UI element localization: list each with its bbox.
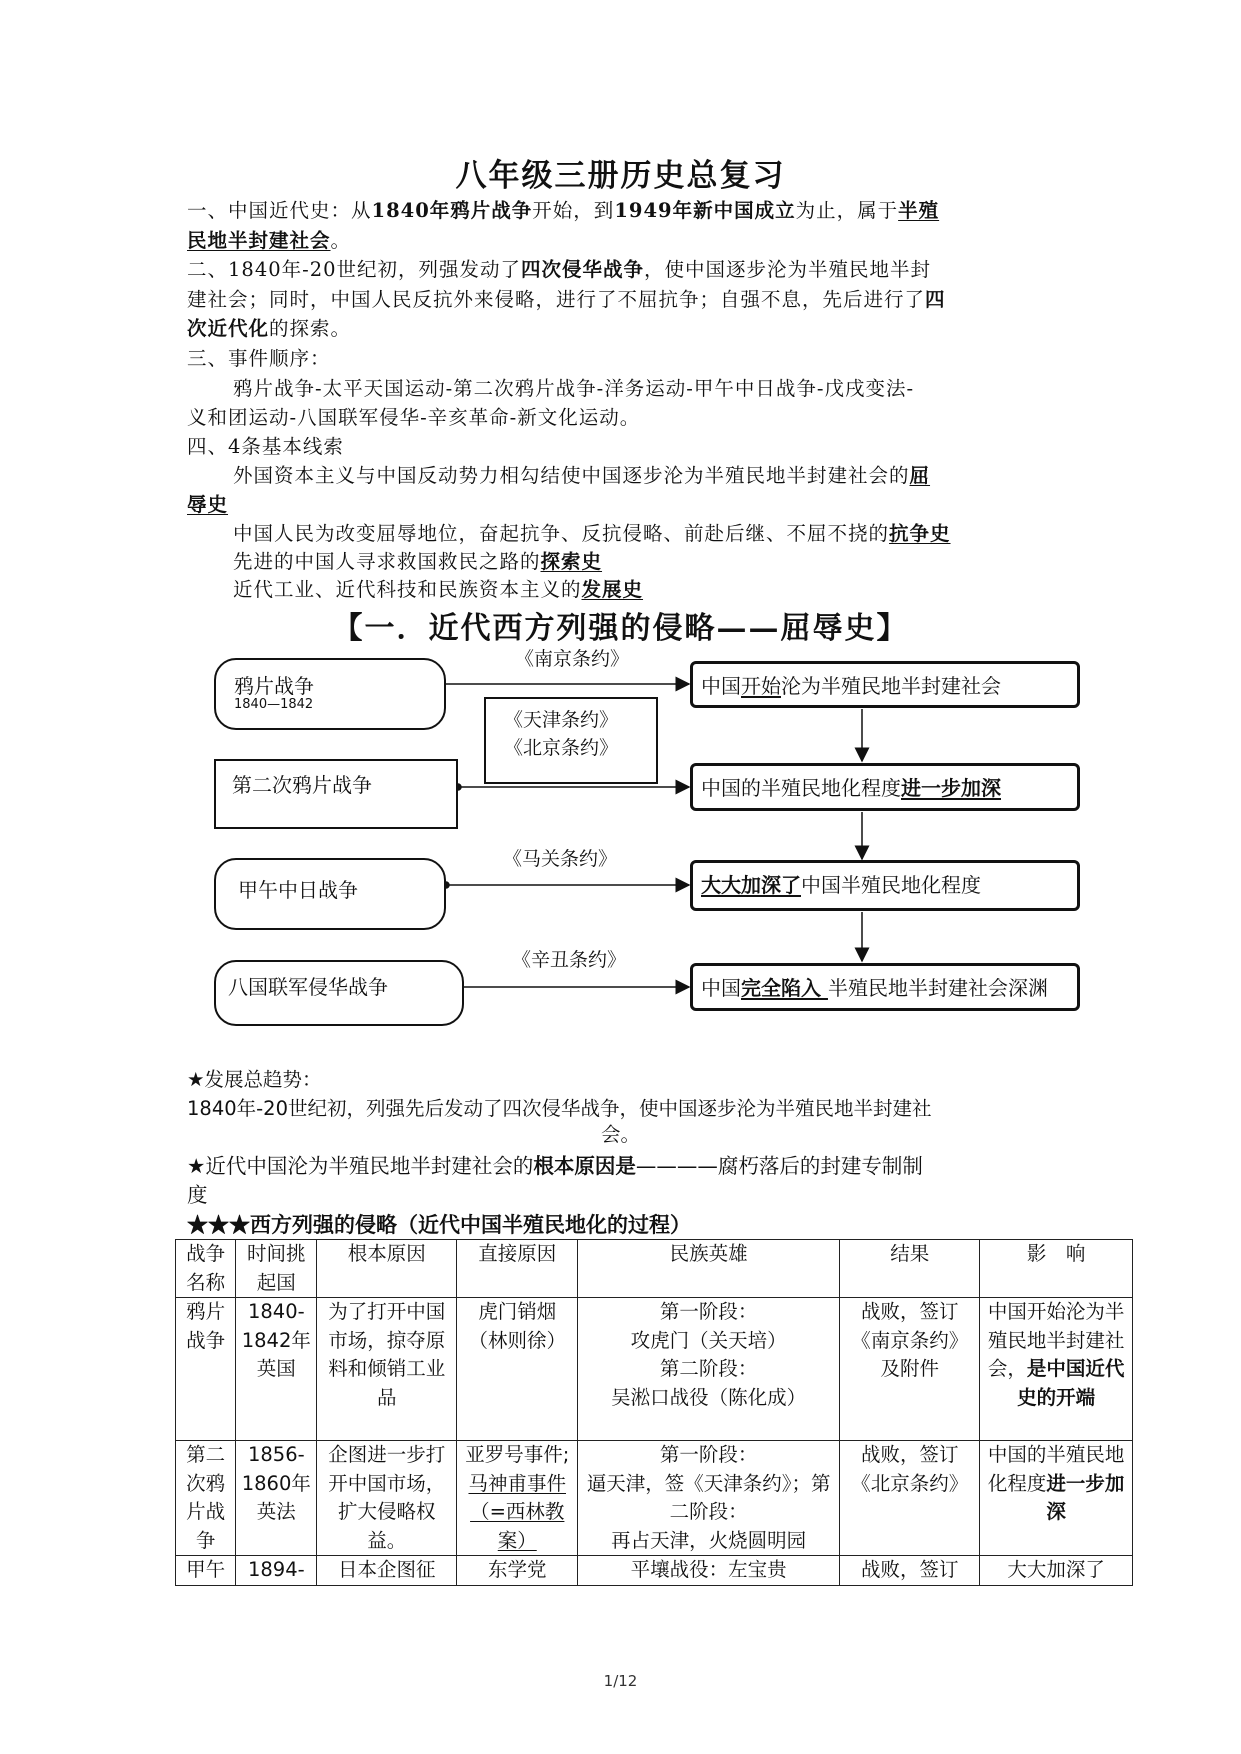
page-title: 八年级三册历史总复习 (455, 158, 786, 194)
header-result: 结果 (840, 1240, 980, 1298)
war-box-opium (214, 658, 446, 730)
text: 。 (330, 229, 352, 252)
cell-time: 1856-1860年英法 (236, 1441, 317, 1556)
cell-name: 第二次鸦片战争 (176, 1441, 236, 1556)
keyword-four: 四 (925, 288, 946, 311)
cell-name: 鸦片战争 (176, 1298, 236, 1441)
cell-heroes: 平壤战役：左宝贵 (578, 1556, 840, 1586)
text: 为止，属于 (795, 199, 899, 222)
text: 先进的中国人寻求救国救民之路的 (233, 550, 541, 573)
header-root-cause: 根本原因 (317, 1240, 457, 1298)
text: 沦为半殖民地半封建社会 (781, 674, 1001, 698)
cell-result: 战败，签订《南京条约》及附件 (840, 1298, 980, 1441)
treaty-tianjin: 《天津条约》 (504, 709, 619, 731)
cell-result: 战败，签订《北京条约》 (840, 1441, 980, 1556)
history-table (175, 1239, 1133, 1586)
intro-p3-line1: 鸦片战争-太平天国运动-第二次鸦片战争-洋务运动-甲午中日战争-戊戌变法- (233, 377, 915, 400)
note-trend-line2: 会。 (600, 1123, 640, 1146)
cell-effect: 大大加深了 (980, 1556, 1133, 1586)
header-war-name: 战争名称 (176, 1240, 236, 1298)
cell-heroes (578, 1441, 840, 1556)
table-header-row (176, 1240, 1133, 1298)
hero-line: 第一阶段： (659, 1443, 758, 1466)
war-box-sino-japanese (214, 858, 446, 930)
section-title: 【一．近代西方列强的侵略——屈辱史】 (332, 611, 909, 646)
keyword-struggle: 抗争史 (889, 522, 951, 545)
war-name: 八国联军侵华战争 (228, 975, 388, 999)
effect-emphasis: 进一步加深 (1046, 1471, 1125, 1523)
cell-result: 战败，签订 (840, 1556, 980, 1586)
hero-line: 第一阶段： (659, 1300, 758, 1323)
cell-heroes (578, 1298, 840, 1441)
cell-direct (457, 1441, 578, 1556)
cell-effect (980, 1441, 1133, 1556)
text: 中国人民为改变屈辱地位，奋起抗争、反抗侵略、前赴后继、不屈不挠的 (233, 522, 890, 545)
hero-line: 再占天津，火烧圆明园 (611, 1528, 807, 1552)
war-name: 第二次鸦片战争 (232, 773, 372, 797)
text: 一、中国近代史：从 (187, 199, 372, 222)
treaty-box-tianjin-beijing (484, 697, 658, 784)
text: 中国 (701, 674, 741, 698)
header-heroes: 民族英雄 (578, 1240, 840, 1298)
cell-direct: 虎门销烟（林则徐） (457, 1298, 578, 1441)
keyword-1840: 1840年鸦片战争 (371, 199, 533, 222)
intro-p4-head: 四、4条基本线索 (187, 435, 344, 458)
hero-line: 吴淞口战役（陈化成） (611, 1385, 807, 1409)
table-row (176, 1556, 1133, 1586)
keyword-semi-colonial-1: 半殖 (898, 199, 940, 222)
note-trend-head: ★发展总趋势： (187, 1068, 322, 1091)
cell-time: 1894- (236, 1556, 317, 1586)
text: 外国资本主义与中国反动势力相勾结使中国逐步沦为半殖民地半封建社会的 (233, 464, 910, 487)
text: 建社会；同时，中国人民反抗外来侵略，进行了不屈抗争；自强不息，先后进行了 (187, 288, 926, 311)
page-number: 1/12 (603, 1672, 638, 1690)
keyword-humiliation-2: 辱史 (187, 493, 229, 516)
note-root-cause-line2: 度 (187, 1183, 208, 1207)
cell-direct: 东学党 (457, 1556, 578, 1586)
cell-root: 企图进一步打开中国市场，扩大侵略权益。 (317, 1441, 457, 1556)
treaty-shimonoseki: 《马关条约》 (503, 848, 618, 870)
result-box-2 (690, 763, 1080, 811)
table-row (176, 1441, 1133, 1556)
text: 近代工业、近代科技和民族资本主义的 (233, 578, 582, 601)
cell-time: 1840-1842年英国 (236, 1298, 317, 1441)
note-root-cause (187, 1152, 923, 1181)
result-box-4 (690, 963, 1080, 1011)
war-box-second-opium (214, 759, 458, 829)
war-name: 鸦片战争 (234, 674, 314, 698)
cell-root: 为了打开中国市场，掠夺原料和倾销工业品 (317, 1298, 457, 1441)
hero-line: 第二阶段： (659, 1357, 758, 1380)
result-emphasis: 完全陷入 (741, 976, 828, 1000)
text: 中国开始沦为半殖民地半封建社会， (987, 1300, 1125, 1380)
keyword-four-wars: 四次侵华战争 (521, 258, 645, 281)
text: 中国的半殖民地化程度 (987, 1443, 1125, 1495)
result-box-1 (690, 661, 1080, 708)
keyword-semi-colonial-2: 民地半封建社会 (187, 229, 331, 252)
keyword-humiliation-1: 屈 (909, 464, 931, 487)
treaty-xinchou: 《辛丑条约》 (512, 949, 627, 971)
keyword-1949: 1949年新中国成立 (614, 199, 796, 222)
text: 中国的半殖民地化程度 (701, 776, 901, 800)
keyword-root-cause: 根本原因是 (533, 1154, 636, 1178)
direct-underlined: 马神甫事件（=西林教案） (468, 1471, 566, 1552)
text: 二、1840年-20世纪初，列强发动了 (187, 258, 522, 281)
result-emphasis: 进一步加深 (901, 776, 1001, 800)
header-effect: 影 响 (980, 1240, 1133, 1298)
war-years: 1840—1842 (234, 697, 314, 712)
text: 开始，到 (532, 199, 615, 222)
result-emphasis: 大大加深了 (701, 873, 801, 897)
hero-line: 攻虎门（关天培） (630, 1328, 787, 1352)
text: ，使中国逐步沦为半殖民地半封 (644, 258, 932, 281)
treaty-nanjing: 《南京条约》 (515, 648, 630, 670)
result-box-3 (690, 860, 1080, 911)
keyword-modernization: 次近代化 (187, 317, 270, 340)
intro-p3-head: 三、事件顺序： (187, 347, 331, 370)
keyword-development: 发展史 (581, 578, 644, 601)
header-direct-cause: 直接原因 (457, 1240, 578, 1298)
text: ————腐朽落后的封建专制制 (635, 1154, 923, 1178)
war-box-eight-nation (214, 960, 464, 1026)
table-row (176, 1298, 1133, 1441)
text: 半殖民地半封建社会深渊 (827, 976, 1048, 1000)
text: ★近代中国沦为半殖民地半封建社会的 (187, 1154, 534, 1178)
effect-emphasis: 是中国近代史的开端 (1017, 1357, 1125, 1409)
hero-line: 逼天津，签《天津条约》；第二阶段： (586, 1471, 831, 1523)
cell-name: 甲午 (176, 1556, 236, 1586)
text: 中国 (701, 976, 741, 1000)
text: 的探索。 (269, 317, 352, 340)
cell-root: 日本企图征 (317, 1556, 457, 1586)
table-caption: ★★★西方列强的侵略（近代中国半殖民地化的过程） (187, 1212, 691, 1237)
header-time: 时间挑起国 (236, 1240, 317, 1298)
treaty-beijing: 《北京条约》 (504, 737, 619, 759)
text: 亚罗号事件; (465, 1443, 570, 1466)
cell-effect (980, 1298, 1133, 1441)
result-emphasis: 开始 (741, 674, 781, 698)
intro-p3-line2: 义和团运动-八国联军侵华-辛亥革命-新文化运动。 (187, 406, 641, 429)
war-name: 甲午中日战争 (238, 878, 358, 902)
text: 中国半殖民地化程度 (801, 873, 981, 897)
keyword-exploration: 探索史 (540, 550, 603, 573)
note-trend-line1: 1840年-20世纪初，列强先后发动了四次侵华战争，使中国逐步沦为半殖民地半封建社 (187, 1097, 932, 1120)
